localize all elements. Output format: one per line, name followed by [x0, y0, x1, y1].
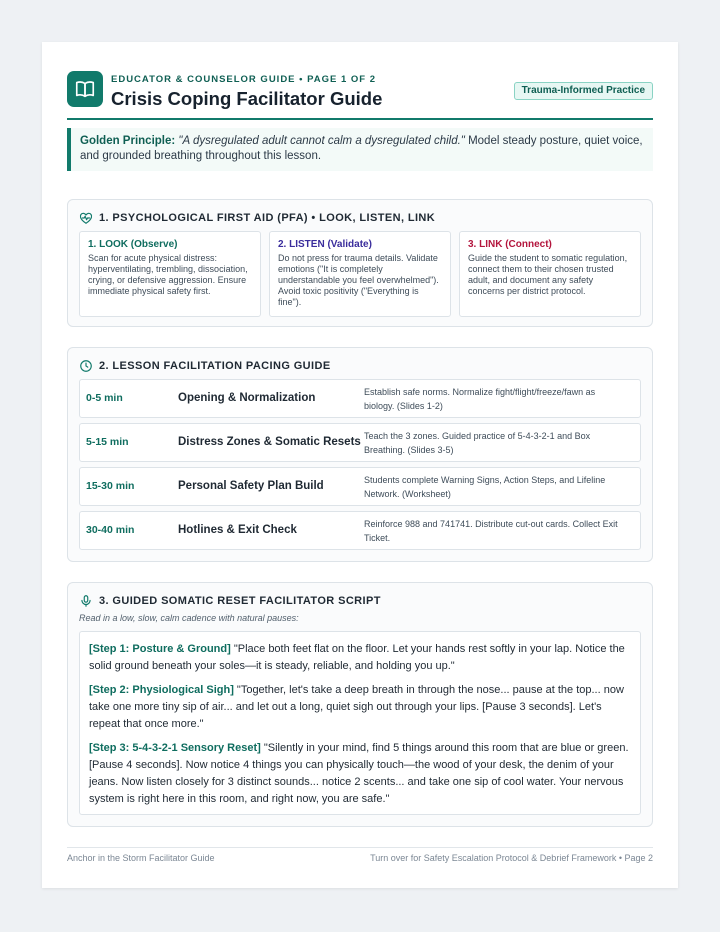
script-subtitle: Read in a low, slow, calm cadence with natural pauses: — [79, 613, 299, 623]
script-section — [67, 582, 653, 827]
pfa-card-text: Guide the student to somatic regulation, connect them to their chosen trusted adult, and document any safety concerns per district protocol. — [468, 253, 628, 296]
pacing-time: 30-40 min — [86, 524, 135, 536]
step-label: [Step 3: 5-4-3-2-1 Sensory Reset] — [89, 742, 261, 754]
pfa-title: 1. PSYCHOLOGICAL FIRST AID (PFA) • LOOK, LISTEN, LINK — [99, 212, 436, 224]
pacing-row — [79, 467, 641, 506]
pfa-card-link — [459, 231, 641, 317]
pacing-activity: Personal Safety Plan Build — [178, 480, 324, 492]
footer-right-text: Turn over for Safety Escalation Protocol & Debrief Framework • Page 2 — [370, 853, 653, 863]
pfa-card-title: 3. LINK (Connect) — [468, 239, 552, 250]
principle-text: Model steady posture, quiet voice, and grounded breathing throughout this lesson. — [80, 135, 643, 162]
pfa-card-title: 2. LISTEN (Validate) — [278, 239, 372, 250]
script-box — [79, 631, 641, 815]
heart-pulse-icon — [79, 211, 93, 225]
step-label: [Step 2: Physiological Sigh] — [89, 684, 234, 696]
script-step — [89, 682, 631, 733]
step-text: "Place both feet flat on the floor. Let your hands rest softly in your lap. Notice the solid ground beneath your soles—it is steady, reliable, and holding you up." — [89, 643, 625, 672]
clock-icon — [79, 359, 93, 373]
principle-quote: "A dysregulated adult cannot calm a dysregulated child." — [178, 135, 465, 147]
golden-principle-callout — [67, 128, 653, 171]
pfa-card-text: Do not press for trauma details. Validate emotions ("It is completely understandable you feel overwhelmed"). Avoid toxic positivity ("Everything is fine"). — [278, 253, 439, 307]
pacing-row — [79, 423, 641, 462]
pacing-activity: Distress Zones & Somatic Resets — [178, 436, 361, 448]
microphone-icon — [79, 594, 93, 608]
pacing-description: Students complete Warning Signs, Action Steps, and Lifeline Network. (Worksheet) — [364, 475, 606, 499]
pacing-time: 5-15 min — [86, 436, 129, 448]
pacing-description: Teach the 3 zones. Guided practice of 5-4-3-2-1 and Box Breathing. (Slides 3-5) — [364, 431, 591, 455]
pacing-description: Establish safe norms. Normalize fight/flight/freeze/fawn as biology. (Slides 1-2) — [364, 387, 596, 411]
step-label: [Step 1: Posture & Ground] — [89, 643, 231, 655]
practice-badge: Trauma-Informed Practice — [514, 82, 653, 100]
step-text: "Together, let's take a deep breath in through the nose... pause at the top... now take one more tiny sip of air... and let out a long, quiet sigh out through your lips. [Pause 3 seconds]. Let's repeat that once more." — [89, 684, 624, 730]
pacing-row — [79, 379, 641, 418]
pacing-row — [79, 511, 641, 550]
page-title: Crisis Coping Facilitator Guide — [111, 88, 383, 109]
pacing-activity: Opening & Normalization — [178, 392, 316, 404]
script-step — [89, 641, 631, 675]
pacing-time: 15-30 min — [86, 480, 135, 492]
pfa-card-title: 1. LOOK (Observe) — [88, 239, 178, 250]
footer-left-text: Anchor in the Storm Facilitator Guide — [67, 853, 215, 863]
principle-label: Golden Principle: — [80, 135, 176, 147]
pfa-card-listen — [269, 231, 451, 317]
pacing-description: Reinforce 988 and 741741. Distribute cut-out cards. Collect Exit Ticket. — [364, 519, 618, 543]
pacing-time: 0-5 min — [86, 392, 123, 404]
pacing-title: 2. LESSON FACILITATION PACING GUIDE — [99, 360, 331, 372]
pfa-section — [67, 199, 653, 327]
script-title: 3. GUIDED SOMATIC RESET FACILITATOR SCRIPT — [99, 595, 381, 607]
open-book-icon — [67, 71, 103, 107]
page-header — [67, 71, 653, 119]
pacing-section — [67, 347, 653, 562]
header-divider — [67, 118, 653, 120]
page-footer — [67, 847, 653, 867]
guide-eyebrow: EDUCATOR & COUNSELOR GUIDE • PAGE 1 OF 2 — [111, 74, 377, 85]
guide-page — [42, 42, 678, 888]
step-text: "Silently in your mind, find 5 things around this room that are blue or green. [Pause 4 seconds]. Now notice 4 things you can physically touch—the wood of your desk, the denim of your jeans. Now listen closely for 3 distinct sounds... notice 2 scents... and take one sip of cool water. Your nervous system is right here in this room, and right now, you are safe." — [89, 742, 629, 805]
script-step — [89, 740, 631, 808]
pacing-activity: Hotlines & Exit Check — [178, 524, 297, 536]
pfa-card-text: Scan for acute physical distress: hyperventilating, trembling, dissociation, crying, or defensive aggression. Ensure immediate physical safety first. — [88, 253, 248, 296]
pfa-card-look — [79, 231, 261, 317]
